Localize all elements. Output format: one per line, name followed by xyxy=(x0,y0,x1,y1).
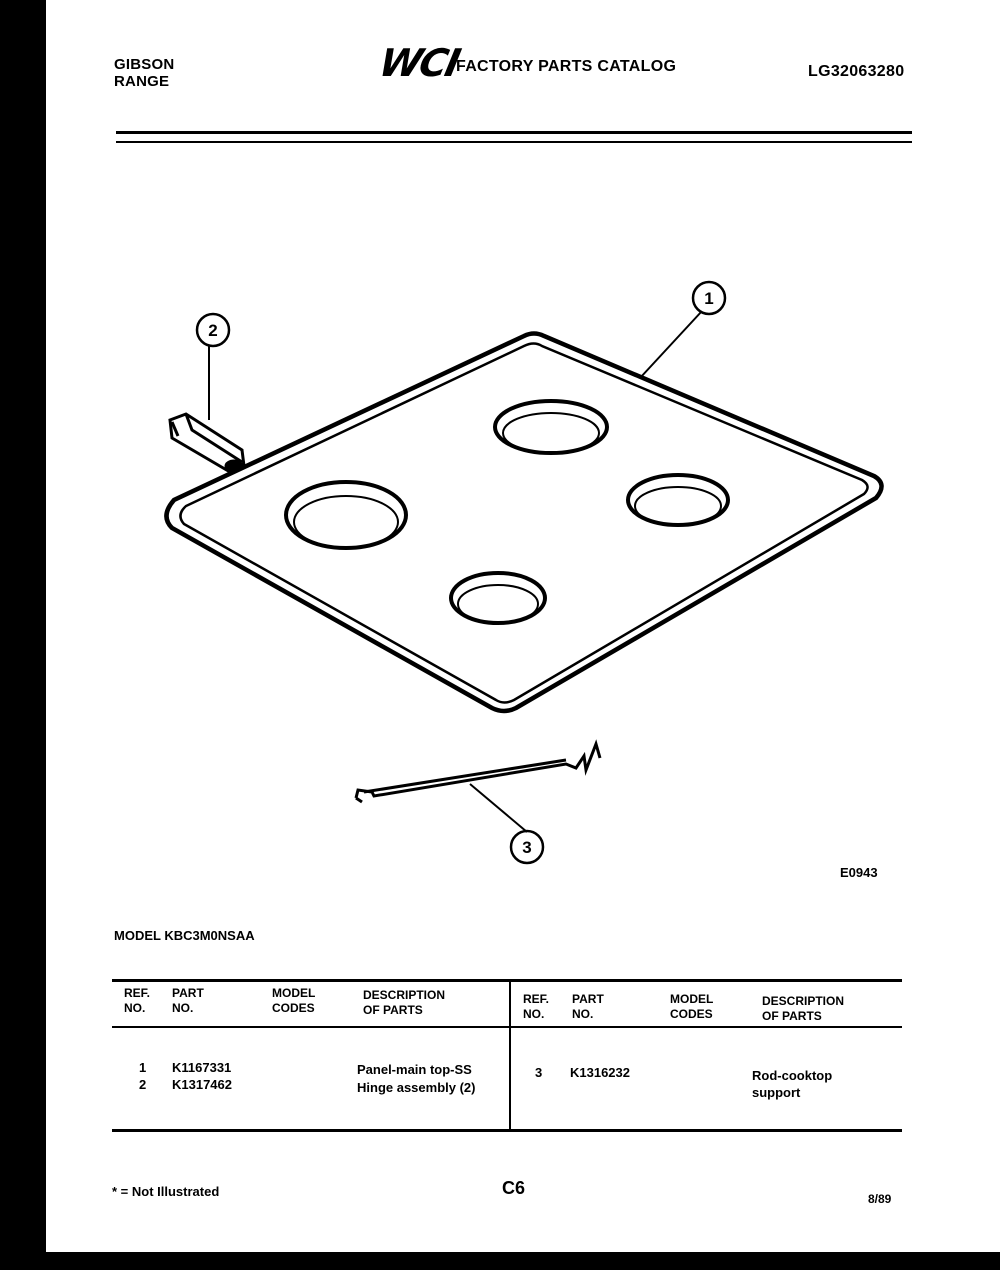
hinge-assembly xyxy=(170,414,244,472)
wci-logo: WCI xyxy=(375,41,463,85)
table-row-part: K1317462 xyxy=(172,1077,232,1092)
callout-number-3: 3 xyxy=(522,838,532,857)
callout-number-1: 1 xyxy=(704,289,714,308)
leader-line-3 xyxy=(470,784,527,832)
cooktop-panel xyxy=(166,334,881,712)
not-illustrated-note: * = Not Illustrated xyxy=(112,1184,220,1199)
table-rule-top xyxy=(112,979,902,982)
support-rod xyxy=(356,744,600,802)
brand-line-2: RANGE xyxy=(114,73,170,90)
header-model-codes-left: MODEL CODES xyxy=(272,986,316,1015)
cooktop-diagram xyxy=(46,0,1000,900)
brand-line-1: GIBSON xyxy=(114,56,175,73)
revision-date: 8/89 xyxy=(868,1192,892,1206)
model-number: MODEL KBC3M0NSAA xyxy=(114,928,255,943)
header-description-left: DESCRIPTION OF PARTS xyxy=(363,988,446,1017)
table-row-ref: 3 xyxy=(535,1065,543,1080)
page-number: C6 xyxy=(502,1178,526,1198)
catalog-title: FACTORY PARTS CATALOG xyxy=(456,58,677,75)
table-row-description: Panel-main top-SS xyxy=(357,1062,472,1077)
burner-opening-front xyxy=(451,573,545,623)
callout-number-2: 2 xyxy=(208,321,218,340)
table-rule-header xyxy=(112,1026,902,1028)
figure-code: E0943 xyxy=(840,865,878,880)
table-row-part: K1316232 xyxy=(570,1065,630,1080)
table-row-description: Hinge assembly (2) xyxy=(357,1080,476,1095)
burner-opening-back xyxy=(495,401,607,453)
catalog-page xyxy=(46,0,1000,1252)
catalog-code: LG32063280 xyxy=(808,63,905,80)
table-row-ref: 1 xyxy=(139,1060,147,1075)
burner-opening-right xyxy=(628,475,728,525)
leader-line-1 xyxy=(640,311,702,378)
header-model-codes-right: MODEL CODES xyxy=(670,992,714,1021)
header-description-right: DESCRIPTION OF PARTS xyxy=(762,994,845,1023)
header-ref-no-right: REF. NO. xyxy=(523,992,550,1021)
burner-opening-left xyxy=(286,482,406,548)
table-rule-bottom xyxy=(112,1129,902,1132)
table-row-ref: 2 xyxy=(139,1077,147,1092)
header-ref-no-left: REF. NO. xyxy=(124,986,151,1015)
header-part-no-right: PART NO. xyxy=(572,992,604,1021)
table-divider xyxy=(509,980,511,1130)
table-row-description: Rod-cooktop support xyxy=(752,1068,833,1100)
header-part-no-left: PART NO. xyxy=(172,986,204,1015)
table-row-part: K1167331 xyxy=(172,1060,232,1075)
